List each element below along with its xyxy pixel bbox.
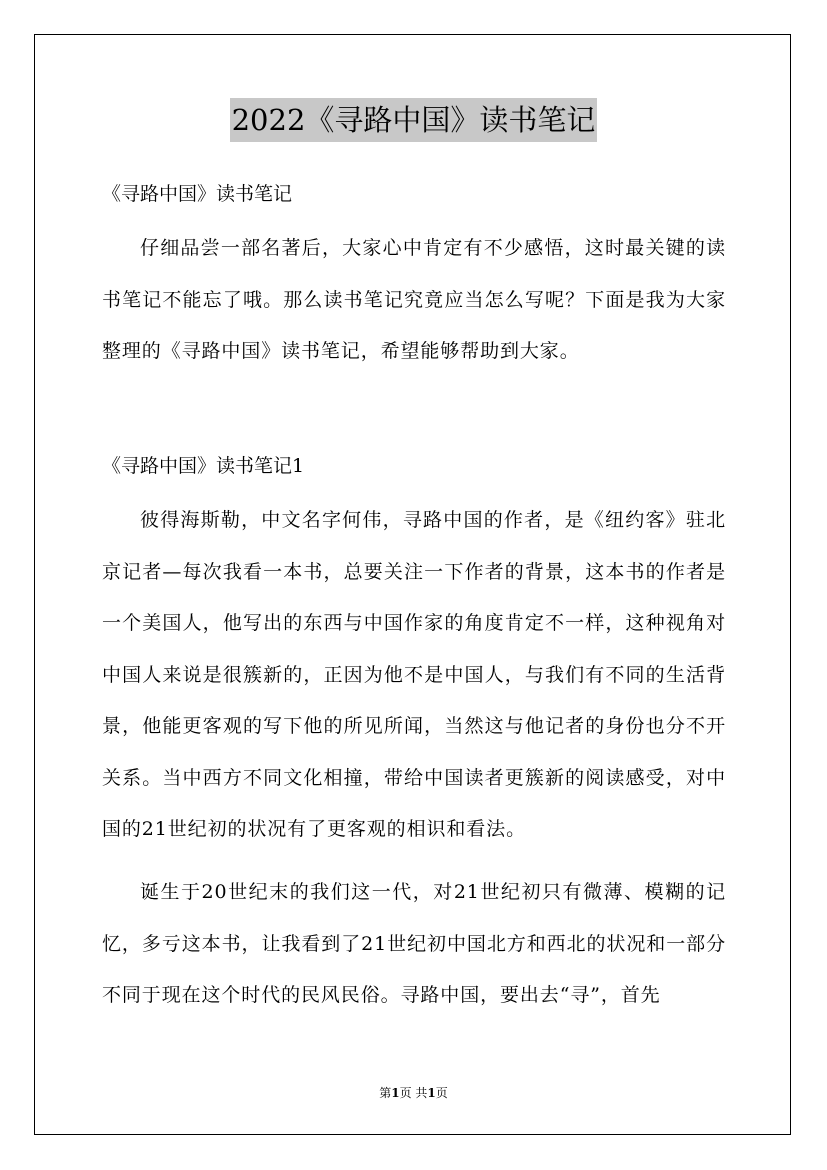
footer-current-page: 1 <box>391 1086 400 1100</box>
footer-mid: 页 共 <box>399 1086 428 1100</box>
body-paragraph-1: 彼得海斯勒，中文名字何伟，寻路中国的作者，是《纽约客》驻北京记者—每次我看一本书，总要关注一下作者的背景，这本书的作者是一个美国人，他写出的东西与中国作家的角度肯定不一样，这种视角对中国人来说是很簇新的，正因为他不是中国人，与我们有不同的生活背景，他能更客观的写下他的所见所闻，当然这与他记者的身份也分不开关系。当中西方不同文化相撞，带给中国读者更簇新的阅读感受，对中国的21世纪初的状况有了更客观的相识和看法。 <box>102 509 726 840</box>
footer-suffix: 页 <box>435 1086 448 1100</box>
intro-paragraph: 仔细品尝一部名著后，大家心中肯定有不少感悟，这时最关键的读书笔记不能忘了哦。那么读书笔记究竟应当怎么写呢？下面是我为大家整理的《寻路中国》读书笔记，希望能够帮助到大家。 <box>102 237 726 362</box>
footer-prefix: 第 <box>379 1086 392 1100</box>
footer-total-pages: 1 <box>427 1086 436 1100</box>
body-paragraph-2: 诞生于20世纪末的我们这一代，对21世纪初只有微薄、模糊的记忆，多亏这本书，让我看到了21世纪初中国北方和西北的状况和一部分不同于现在这个时代的民风民俗。寻路中国，要出去“寻”，首先 <box>102 881 726 1006</box>
document-title: 2022《寻路中国》读书笔记 <box>230 98 598 142</box>
page-footer <box>0 1086 827 1100</box>
title-wrap <box>0 98 827 142</box>
section-heading: 《寻路中国》读书笔记1 <box>102 455 305 477</box>
document-subtitle: 《寻路中国》读书笔记 <box>102 183 293 205</box>
